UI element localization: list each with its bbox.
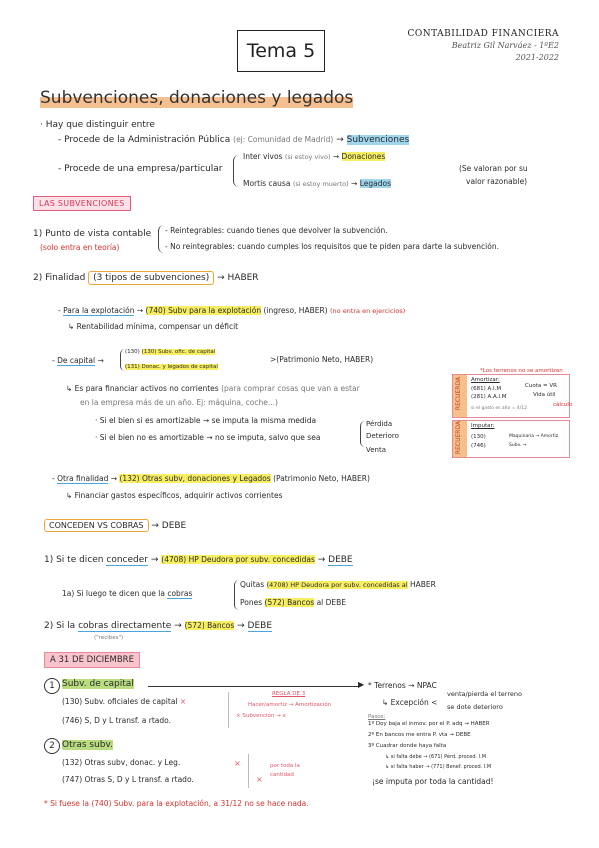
course-name: CONTABILIDAD FINANCIERA bbox=[407, 29, 559, 39]
capital-pn: >(Patrimonio Neto, HABER) bbox=[270, 355, 374, 364]
terrenos-line: * Terrenos → NPAC bbox=[368, 681, 437, 690]
paso-5: ↳ si falta haber → (771) Benef. proced. I.M bbox=[385, 764, 492, 770]
cap-divider bbox=[228, 692, 229, 728]
cap-title: Subv. de capital bbox=[62, 679, 134, 689]
otra-sub: ↳ Financiar gastos específicos, adquirir activos corrientes bbox=[66, 491, 283, 500]
amortizar-row-2: (281) A.A.I.M bbox=[471, 394, 507, 400]
capital-acc1: (130) (130) Subv. ofic. de capital bbox=[125, 349, 216, 355]
theme-title: Tema 5 bbox=[237, 30, 325, 72]
paso-4: ↳ si falta debe → (671) Pérd. proced. I.M bbox=[385, 754, 487, 760]
cap-line-1: (130) Subv. oficiales de capital × bbox=[62, 697, 187, 706]
explotacion-sub: ↳ Rentabilidad mínima, compensar un déficit bbox=[68, 322, 239, 331]
otras-cross-1: × bbox=[234, 759, 241, 768]
capital-fin2: en la empresa más de un año. Ej: máquina, coche...) bbox=[80, 398, 278, 407]
explotacion-line: - Para la explotación → (740) Subv para la explotación (ingreso, HABER) (no entra en ejercicios) bbox=[58, 306, 406, 315]
conceden-p2: 2) Si la cobras directamente → (572) Bancos → DEBE bbox=[44, 621, 273, 631]
recuerda-label-2-text: RECUERDA bbox=[455, 420, 463, 455]
imputar-row-1: (130) bbox=[471, 434, 486, 440]
imputar-title: Imputar: bbox=[471, 423, 495, 429]
otras-line-1: (132) Otras subv, donac. y Leg. bbox=[62, 758, 181, 767]
amortizar-row-1: (681) A.I.M bbox=[471, 386, 502, 392]
option-perdida: Pérdida bbox=[366, 420, 393, 428]
options-brace bbox=[360, 421, 365, 447]
conceden-box-line: CONCEDEN VS COBRAS → DEBE bbox=[44, 521, 186, 531]
cap-arrow-head: ▶ bbox=[358, 680, 365, 689]
cierre-num-2: 2 bbox=[44, 738, 60, 754]
paso-1: 1º Doy baja el inmov. por el P. adq → HABER bbox=[368, 721, 490, 727]
recuerda-amortizar-box bbox=[452, 374, 573, 418]
small-note: si el gasto es año = 4/12 bbox=[471, 406, 528, 411]
capital-key: - De capital → bbox=[52, 356, 104, 365]
valuation-note-1: (Se valoran por su bbox=[459, 164, 528, 173]
formula-denominator: Vida útil bbox=[533, 392, 556, 398]
main-title: Subvenciones, donaciones y legados bbox=[40, 88, 354, 108]
footer-note: * Si fuese la (740) Subv. para la explotación, a 31/12 no se hace nada. bbox=[44, 799, 309, 808]
conceden-p1: 1) Si te dicen conceder → (4708) HP Deudora por subv. concedidas → DEBE bbox=[44, 555, 353, 565]
option-deterioro: Deterioro bbox=[366, 432, 399, 440]
regla-row-1: Hacer/amortiz → Amortización bbox=[248, 702, 332, 708]
regla-row-2: × Subvención → x bbox=[236, 713, 286, 719]
reintegrables-line: - Reintegrables: cuando tienes que devolver la subvención. bbox=[165, 226, 388, 235]
formula-note: cálculo bbox=[553, 402, 573, 408]
otras-title: Otras subv. bbox=[62, 740, 113, 750]
paso-3: 3º Cuadrar donde haya falta bbox=[368, 743, 447, 749]
point1-note: (solo entra en teoría) bbox=[40, 243, 120, 252]
mortis-line: Mortis causa (si estoy muerto) → Legados bbox=[243, 179, 391, 188]
otras-line-2: (747) Otras S, D y L transf. a rtado. bbox=[62, 775, 194, 784]
recuerda-imputar-box bbox=[452, 420, 570, 458]
por-toda: por toda la cantidad bbox=[270, 763, 300, 778]
otra-line: - Otra finalidad → (132) Otras subv, donaciones y Legados (Patrimonio Neto, HABER) bbox=[52, 474, 370, 483]
otras-divider bbox=[248, 754, 249, 788]
capital-acc2: (131) Donac. y legados de capital bbox=[125, 364, 218, 370]
cap-line-2: (746) S, D y L transf. a rtado. bbox=[62, 716, 171, 725]
company-brace bbox=[233, 155, 240, 187]
imputar-right-1: Maquinaria → Amortiz. bbox=[509, 434, 560, 439]
paso-2: 2º En bancos me entra P. vta → DEBE bbox=[368, 732, 471, 738]
exc-bottom: se dote deterioro bbox=[447, 703, 503, 711]
cap-arrow bbox=[148, 686, 360, 687]
conceden-p1a: 1a) Si luego te dicen que la cobras bbox=[62, 589, 193, 598]
cierre-box: A 31 DE DICIEMBRE bbox=[44, 652, 140, 668]
recuerda-label-1-text: RECUERDA bbox=[455, 376, 463, 411]
regla-title: REGLA DE 3 bbox=[272, 691, 306, 697]
section-subvenciones: LAS SUBVENCIONES bbox=[33, 196, 131, 211]
inter-vivos-line: Inter vivos (si estoy vivo) → Donaciones bbox=[243, 152, 386, 161]
valuation-note-2: valor razonable) bbox=[466, 177, 528, 186]
terrenos-note: *Los terrenos no se amortizan bbox=[480, 368, 563, 374]
amortizable-line: · Si el bien si es amortizable → se imputa la misma medida bbox=[95, 416, 317, 425]
imputar-right-2: Subv. → bbox=[509, 443, 527, 448]
school-year: 2021-2022 bbox=[515, 53, 559, 62]
pasos-title: Pasos: bbox=[368, 714, 386, 720]
capital-fin1: ↳ Es para financiar activos no corrientes (para comprar cosas que van a estar bbox=[66, 384, 360, 393]
admin-line: - Procede de la Administración Pública (ej: Comunidad de Madrid) → Subvenciones bbox=[58, 135, 410, 145]
point1-label: 1) Punto de vista contable bbox=[33, 229, 152, 239]
amortizar-title: Amortizar: bbox=[471, 377, 500, 383]
intro-text: · Hay que distinguir entre bbox=[40, 120, 155, 130]
option-venta: Venta bbox=[366, 446, 387, 454]
non-amortizable-line: · Si el bien no es amortizable → no se imputa, salvo que sea bbox=[95, 433, 321, 442]
imputa-note: ¡se imputa por toda la cantidad! bbox=[372, 777, 494, 786]
imputar-row-2: (746) bbox=[471, 443, 486, 449]
p1a-brace bbox=[234, 580, 239, 610]
point1-brace bbox=[158, 225, 164, 253]
company-line: - Procede de una empresa/particular bbox=[58, 164, 223, 174]
otras-cross-2: × bbox=[256, 775, 263, 784]
point2-line: 2) Finalidad (3 tipos de subvenciones) → HABER bbox=[33, 273, 259, 283]
excepcion: ↳ Excepción < bbox=[382, 698, 438, 707]
quitas-line: Quitas (4708) HP Deudora por subv. concedidas al HABER bbox=[240, 580, 436, 589]
formula: Cuota = VR bbox=[525, 383, 557, 389]
no-reintegrables-line: - No reintegrables: cuando cumples los requisitos que te piden para darte la subvención. bbox=[165, 242, 499, 251]
p2-note: ("recibes") bbox=[94, 635, 124, 641]
exc-top: venta/pierda el terreno bbox=[447, 690, 522, 698]
cierre-num-1: 1 bbox=[44, 678, 60, 694]
author-name: Beatriz Gil Narváez - 1ºE2 bbox=[451, 41, 559, 50]
pones-line: Pones (572) Bancos al DEBE bbox=[240, 598, 347, 607]
